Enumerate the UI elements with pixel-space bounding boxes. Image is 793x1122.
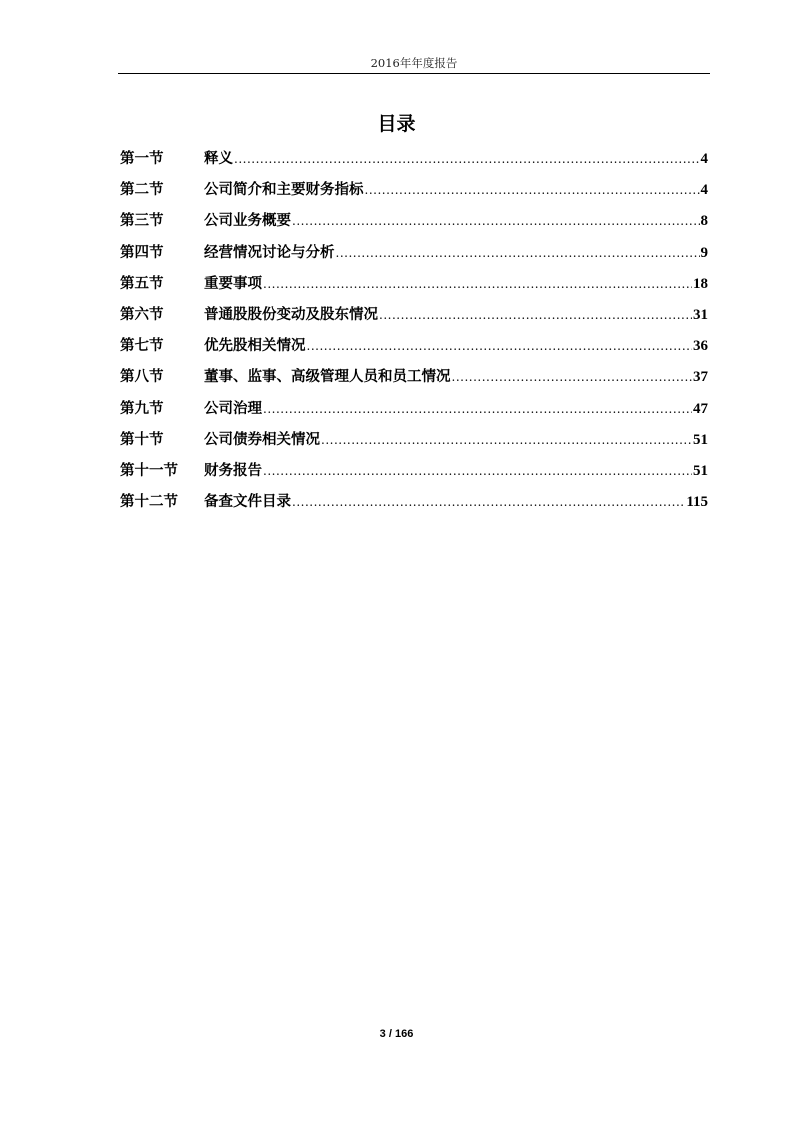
toc-entry-2[interactable] — [120, 179, 708, 210]
toc-dot-leader — [307, 335, 693, 357]
toc-section-name: 财务报告 — [204, 461, 262, 479]
toc-entry-11[interactable] — [120, 460, 708, 491]
toc-entry-9[interactable] — [120, 398, 708, 429]
toc-section-number: 第十二节 — [120, 493, 178, 511]
table-of-contents — [120, 148, 708, 522]
toc-dot-leader — [234, 148, 700, 170]
toc-section-name: 重要事项 — [204, 274, 262, 292]
toc-page-number: 31 — [693, 306, 708, 323]
toc-dot-leader — [365, 179, 700, 201]
toc-page-number: 18 — [693, 275, 708, 292]
toc-section-number: 第九节 — [120, 399, 164, 417]
toc-page-number: 51 — [693, 462, 708, 479]
toc-page-number: 36 — [693, 338, 708, 355]
toc-section-number: 第十节 — [120, 430, 164, 448]
toc-section-number: 第一节 — [120, 150, 164, 167]
toc-section-name: 董事、监事、高级管理人员和员工情况 — [204, 368, 451, 386]
toc-section-name: 备查文件目录 — [204, 493, 291, 511]
toc-section-number: 第六节 — [120, 305, 164, 323]
toc-entry-1[interactable] — [120, 148, 708, 179]
toc-page-number: 47 — [693, 400, 708, 417]
toc-section-name: 释义 — [204, 150, 233, 167]
toc-dot-leader — [292, 210, 700, 232]
toc-page-number: 4 — [700, 182, 708, 199]
header-divider — [118, 73, 710, 74]
toc-page-number: 4 — [700, 151, 708, 167]
toc-dot-leader — [452, 366, 693, 388]
toc-entry-8[interactable] — [120, 366, 708, 397]
toc-dot-leader — [379, 304, 692, 326]
running-header: 2016年年度报告 — [370, 56, 458, 70]
toc-section-number: 第十一节 — [120, 461, 178, 479]
toc-entry-10[interactable] — [120, 429, 708, 460]
toc-section-number: 第五节 — [120, 274, 164, 292]
toc-section-name: 公司债券相关情况 — [204, 430, 320, 448]
toc-dot-leader — [263, 460, 692, 482]
toc-page-number: 8 — [700, 213, 708, 230]
toc-section-name: 公司治理 — [204, 399, 262, 417]
toc-entry-6[interactable] — [120, 304, 708, 335]
toc-section-name: 经营情况讨论与分析 — [204, 243, 335, 261]
toc-title: 目录 — [377, 113, 416, 135]
toc-dot-leader — [263, 398, 692, 420]
toc-dot-leader — [321, 429, 692, 451]
toc-entry-3[interactable] — [120, 210, 708, 241]
toc-entry-5[interactable] — [120, 273, 708, 304]
toc-page-number: 51 — [693, 431, 708, 448]
toc-section-name: 公司简介和主要财务指标 — [204, 181, 364, 199]
toc-dot-leader — [263, 273, 692, 295]
toc-section-number: 第二节 — [120, 181, 164, 199]
toc-section-number: 第三节 — [120, 212, 164, 230]
toc-page-number: 9 — [700, 244, 708, 261]
toc-page-number: 115 — [686, 494, 708, 511]
toc-section-name: 普通股股份变动及股东情况 — [204, 305, 378, 323]
toc-entry-7[interactable] — [120, 335, 708, 366]
toc-dot-leader — [292, 491, 685, 513]
toc-section-number: 第七节 — [120, 337, 164, 355]
toc-section-name: 公司业务概要 — [204, 212, 291, 230]
toc-dot-leader — [336, 242, 700, 264]
page-indicator: 3 / 166 — [379, 1028, 414, 1040]
toc-entry-12[interactable] — [120, 491, 708, 522]
toc-page-number: 37 — [693, 369, 708, 386]
toc-section-number: 第八节 — [120, 368, 164, 386]
toc-section-number: 第四节 — [120, 243, 164, 261]
toc-section-name: 优先股相关情况 — [204, 337, 306, 355]
toc-entry-4[interactable] — [120, 242, 708, 273]
